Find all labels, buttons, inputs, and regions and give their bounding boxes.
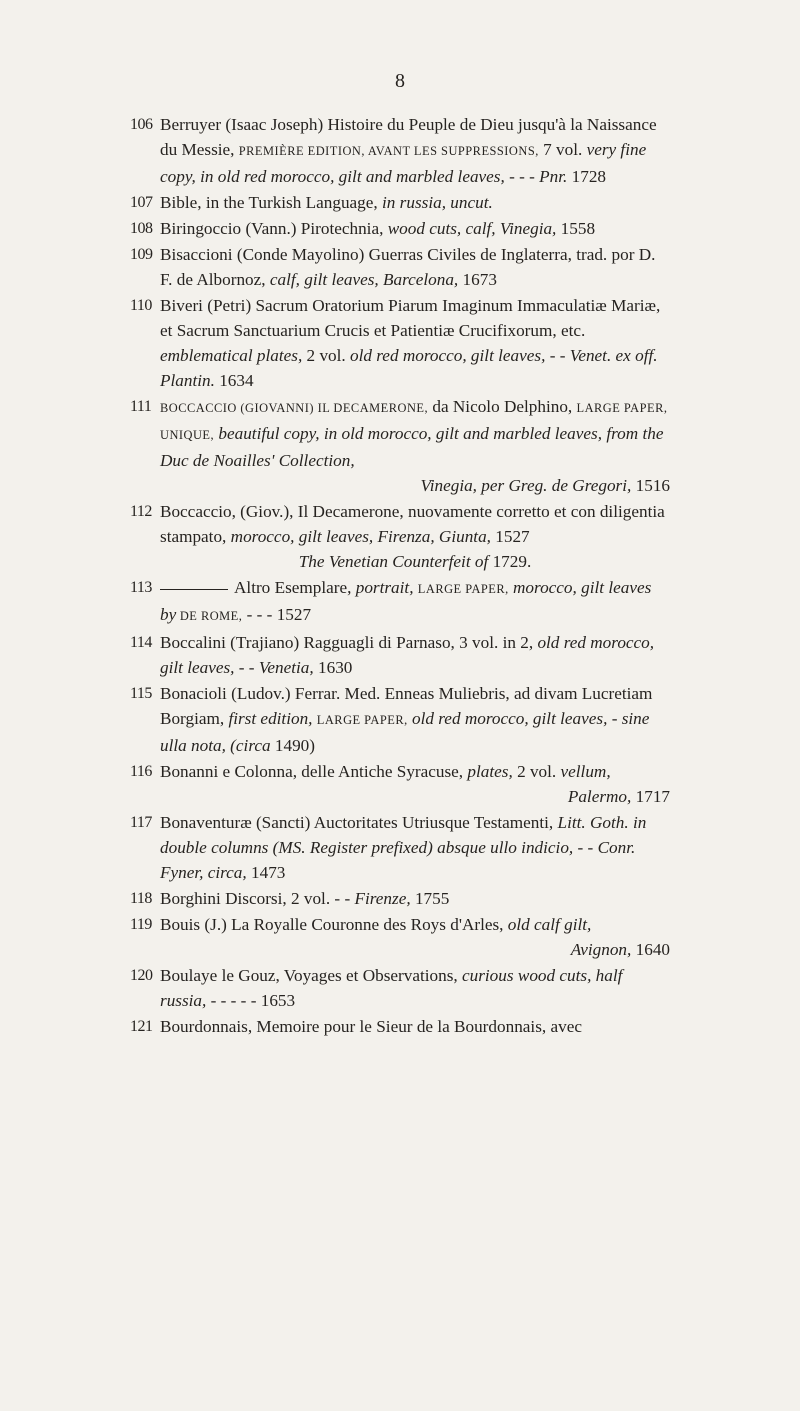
text-run: 1717 (631, 787, 670, 806)
text-run: - - - (504, 167, 540, 186)
text-run: Bisaccioni (Conde Mayolino) Guerras Civiles de Inglaterra, trad. por D. F. de Albornoz, (160, 245, 656, 289)
catalogue-entry (130, 216, 670, 241)
text-run: Boulaye le Gouz, Voyages et Observations, (160, 966, 462, 985)
entry-number: 107 (130, 194, 153, 211)
entry-number: 112 (130, 503, 152, 520)
text-run: Bonaventuræ (Sancti) Auctoritates Utriusque Testamenti, (160, 813, 558, 832)
text-run: 2 vol. (512, 762, 561, 781)
text-run: - - (573, 838, 598, 857)
italic-text: morocco, gilt leaves, Firenza, Giunta, (230, 527, 491, 546)
text-run: 2 vol. (302, 346, 350, 365)
entry-number: 109 (130, 246, 153, 263)
catalogue-entry (130, 759, 670, 809)
italic-text: old red morocco, gilt leaves, (350, 346, 546, 365)
entry-number: 110 (130, 297, 152, 314)
text-run: da Nicolo Delphino, (428, 397, 577, 416)
entry-number: 106 (130, 116, 153, 133)
catalogue-entry (130, 190, 670, 215)
italic-text: portrait, (355, 578, 414, 597)
text-run: 1630 (313, 658, 353, 677)
note-line (160, 549, 670, 574)
catalogue-entries (130, 112, 670, 1039)
entry-number: 118 (130, 890, 152, 907)
catalogue-entry (130, 963, 670, 1013)
text-run: 1558 (556, 219, 596, 238)
italic-text: Conr. Fyner, circa, (160, 838, 636, 882)
entry-number: 113 (130, 579, 152, 596)
italic-text: old calf gilt, (507, 915, 592, 934)
catalogue-entry (130, 112, 670, 189)
text-run: Bonanni e Colonna, delle Antiche Syracuse, (160, 762, 468, 781)
text-run: 1516 (631, 476, 670, 495)
entry-number: 115 (130, 685, 152, 702)
italic-text: Venet. ex off. Plantin. (160, 346, 658, 390)
italic-text: in russia, uncut. (382, 193, 493, 212)
catalogue-entry (130, 575, 670, 629)
italic-text: first edition, (228, 709, 313, 728)
entry-number: 120 (130, 967, 153, 984)
italic-text: curious wood cuts, half russia, (160, 966, 623, 1010)
text-run: Bourdonnais, Memoire pour le Sieur de la Bourdonnais, avec (160, 1017, 582, 1036)
small-caps-text: PREMIÈRE EDITION, AVANT LES SUPPRESSIONS, (238, 144, 539, 158)
catalogue-entry (130, 630, 670, 680)
small-caps-text: LARGE PAPER, UNIQUE, (160, 401, 668, 442)
text-run: Biringoccio (Vann.) Pirotechnia, (160, 219, 388, 238)
text-run: 1527 (490, 527, 530, 546)
text-run: Altro Esemplare, (234, 578, 356, 597)
text-run: Boccaccio, (Giov.), Il Decamerone, nuovamente corretto et con diligentia stampato, (160, 502, 665, 546)
page-number: 8 (395, 70, 405, 92)
entry-number: 119 (130, 916, 152, 933)
text-run: - - - - - 1653 (206, 991, 296, 1010)
text-run: 1640 (631, 940, 670, 959)
italic-text: Palermo, (567, 787, 632, 806)
small-caps-text: LARGE PAPER, (316, 713, 408, 727)
text-run: 1634 (214, 371, 254, 390)
text-run: - - (234, 658, 259, 677)
text-run: Borghini Discorsi, 2 vol. - - (160, 889, 355, 908)
italic-text: old red morocco, gilt leaves, (412, 709, 608, 728)
italic-text: The Venetian Counterfeit of (298, 552, 489, 571)
text-run: 1473 (246, 863, 286, 882)
catalogue-entry (130, 293, 670, 393)
small-caps-text: BOCCACCIO (GIOVANNI) IL DECAMERONE, (160, 401, 429, 415)
italic-text: beautiful copy, in old morocco, gilt and marbled leaves, from the Duc de Noailles' Collection, (160, 424, 664, 470)
italic-text: Pnr. (539, 167, 568, 186)
entry-number: 121 (130, 1018, 153, 1035)
small-caps-text: DE ROME, (176, 609, 243, 623)
catalogue-entry (130, 499, 670, 574)
catalogue-entry (130, 886, 670, 911)
text-run: 1729. (488, 552, 532, 571)
text-run: 1490) (270, 736, 315, 755)
entry-number: 117 (130, 814, 152, 831)
catalogue-entry (130, 394, 670, 498)
italic-text: very fine copy, in old red morocco, gilt and marbled leaves, (160, 140, 647, 186)
italic-text: Venetia, (258, 658, 314, 677)
italic-text: old red morocco, gilt leaves, (160, 633, 655, 677)
text-run: 7 vol. (538, 140, 587, 159)
entry-number: 108 (130, 220, 153, 237)
italic-text: Firenze, (354, 889, 411, 908)
text-run: Biveri (Petri) Sacrum Oratorium Piarum Imaginum Immaculatiæ Mariæ, et Sacrum Sanctuarium Crucis et Patientiæ Crucifixorum, etc. (160, 296, 661, 340)
text-run: - - (545, 346, 570, 365)
text-run: 1673 (458, 270, 497, 289)
catalogue-entry (130, 1014, 670, 1039)
text-run: - (607, 709, 622, 728)
text-run: 1755 (410, 889, 450, 908)
italic-text: emblematical plates, (160, 346, 303, 365)
entry-number: 116 (130, 763, 152, 780)
italic-text: calf, gilt leaves, Barcelona, (269, 270, 459, 289)
entry-number: 111 (130, 398, 152, 415)
catalogue-entry (130, 681, 670, 758)
italic-text: morocco, gilt leaves by (160, 578, 652, 624)
imprint-line (160, 937, 670, 962)
ditto-dash (160, 589, 228, 590)
entry-number: 114 (130, 634, 152, 651)
italic-text: wood cuts, calf, Vinegia, (387, 219, 557, 238)
italic-text: Vinegia, per Greg. de Gregori, (420, 476, 632, 495)
italic-text: Litt. Goth. in double columns (MS. Register prefixed) absque ullo indicio, (160, 813, 647, 857)
text-run: Bible, in the Turkish Language, (160, 193, 382, 212)
text-run: Bonacioli (Ludov.) Ferrar. Med. Enneas Muliebris, ad divam Lucretiam Borgiam, (160, 684, 653, 728)
italic-text: vellum, (560, 762, 611, 781)
italic-text: plates, (467, 762, 513, 781)
catalogue-entry (130, 810, 670, 885)
small-caps-text: LARGE PAPER, (417, 582, 509, 596)
italic-text: sine ulla nota, (circa (160, 709, 650, 755)
catalogue-entry (130, 912, 670, 962)
text-run: Boccalini (Trajiano) Ragguagli di Parnaso, 3 vol. in 2, (160, 633, 538, 652)
italic-text: Avignon, (570, 940, 632, 959)
imprint-line (160, 784, 670, 809)
text-run: Berruyer (Isaac Joseph) Histoire du Peuple de Dieu jusqu'à la Naissance du Messie, (160, 115, 657, 159)
text-run: Bouis (J.) La Royalle Couronne des Roys d'Arles, (160, 915, 508, 934)
catalogue-entry (130, 242, 670, 292)
text-run: 1728 (567, 167, 607, 186)
imprint-line (160, 473, 670, 498)
text-run: - - - 1527 (242, 605, 312, 624)
